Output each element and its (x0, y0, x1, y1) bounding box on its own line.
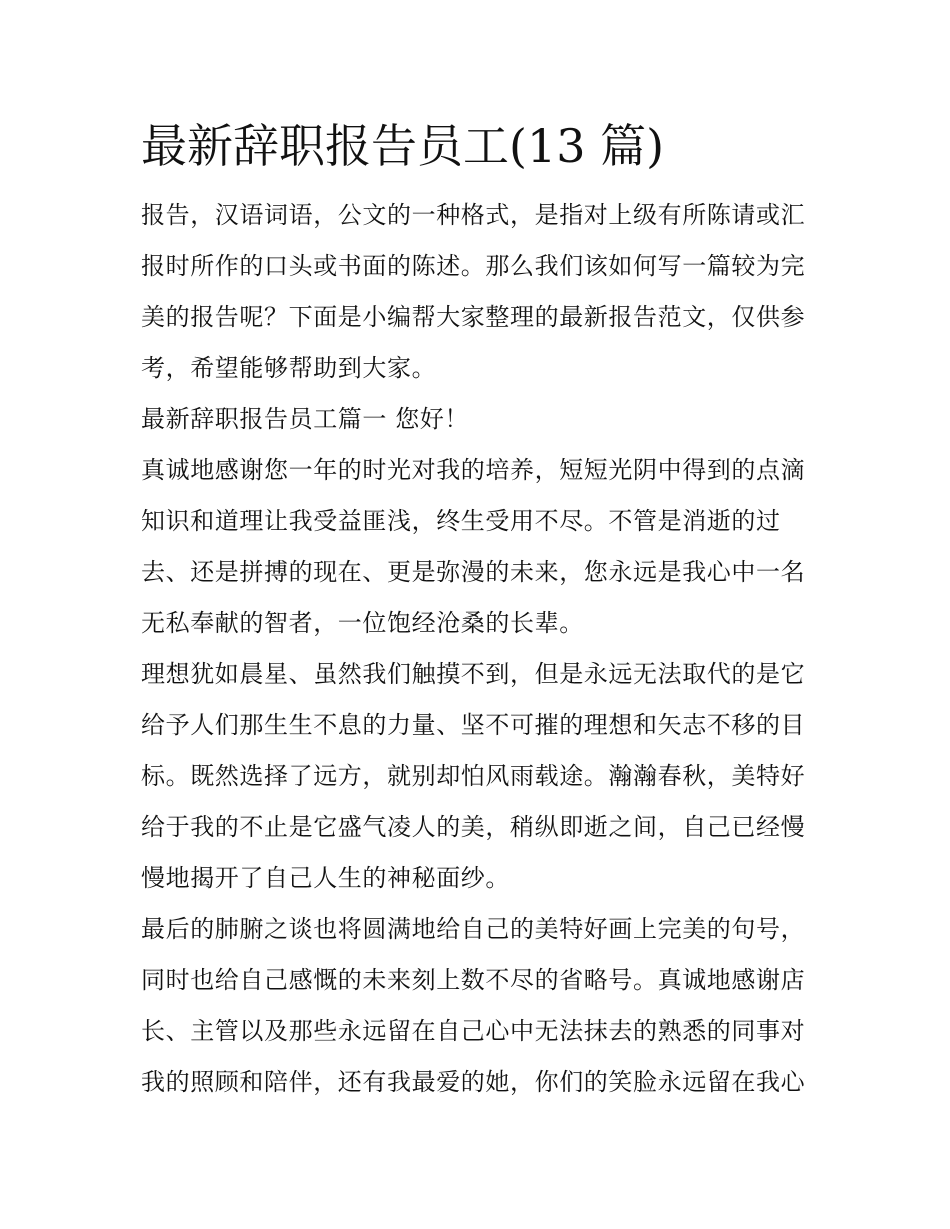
document-title: 最新辞职报告员工(13 篇) (141, 119, 665, 173)
body-paragraph: 最后的肺腑之谈也将圆满地给自己的美特好画上完美的句号，同时也给自己感慨的未来刻上数不尽的省略号。真诚地感谢店长、主管以及那些永远留在自己心中无法抹去的熟悉的同事对我的照顾和陪伴，还有我最爱的她，你们的笑脸永远留在我心 (141, 915, 806, 1096)
body-paragraph: 真诚地感谢您一年的时光对我的培养，短短光阴中得到的点滴知识和道理让我受益匪浅，终生受用不尽。不管是消逝的过去、还是拼搏的现在、更是弥漫的未来，您永远是我心中一名无私奉献的智者，一位饱经沧桑的长辈。 (141, 456, 806, 637)
body-paragraph: 理想犹如晨星、虽然我们触摸不到，但是永远无法取代的是它给予人们那生生不息的力量、坚不可摧的理想和矢志不移的目标。既然选择了远方，就别却怕风雨载途。瀚瀚春秋，美特好给于我的不止是它盛气凌人的美，稍纵即逝之间，自己已经慢慢地揭开了自己人生的神秘面纱。 (141, 660, 806, 892)
intro-paragraph: 报告，汉语词语，公文的一种格式，是指对上级有所陈请或汇报时所作的口头或书面的陈述。那么我们该如何写一篇较为完美的报告呢？下面是小编帮大家整理的最新报告范文，仅供参考，希望能够帮助到大家。 (141, 201, 806, 382)
document-body (141, 190, 813, 1108)
section-heading: 最新辞职报告员工篇一 您好！ (141, 405, 470, 433)
document-page (141, 114, 813, 1108)
